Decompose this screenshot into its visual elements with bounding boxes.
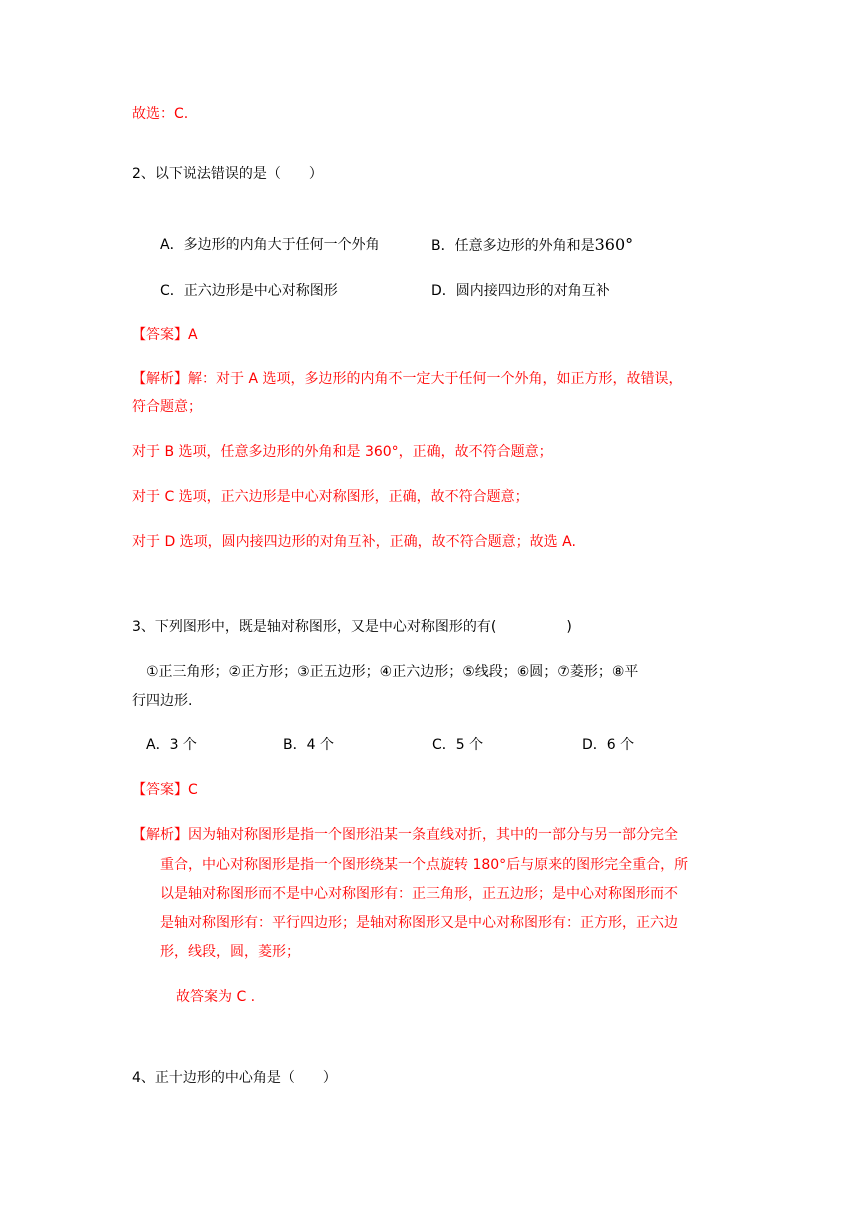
q3-analysis-line-5: 形，线段，圆，菱形； bbox=[160, 944, 300, 960]
q2-analysis-line-3: 对于 B 选项，任意多边形的外角和是 360°，正确，故不符合题意； bbox=[132, 444, 553, 460]
q2-option-a: A．多边形的内角大于任何一个外角 bbox=[160, 237, 380, 253]
q3-option-d: D．6 个 bbox=[582, 737, 635, 753]
q3-conclusion: 故答案为 C . bbox=[176, 989, 256, 1005]
q3-analysis-line-2: 重合，中心对称图形是指一个图形绕某一个点旋转 180°后与原来的图形完全重合，所 bbox=[160, 857, 689, 873]
q3-analysis-line-3: 以是轴对称图形而不是中心对称图形有：正三角形，正五边形；是中心对称图形而不 bbox=[160, 886, 678, 902]
q2-option-b-text: B．任意多边形的外角和是 bbox=[431, 238, 595, 254]
q2-analysis-line-5: 对于 D 选项，圆内接四边形的对角互补，正确，故不符合题意；故选 A. bbox=[132, 534, 576, 550]
q2-option-b bbox=[431, 235, 633, 256]
q3-stem: 3、下列图形中，既是轴对称图形，又是中心对称图形的有( ) bbox=[132, 619, 572, 635]
q3-option-c: C．5 个 bbox=[432, 737, 484, 753]
q2-answer: 【答案】A bbox=[132, 327, 198, 343]
q2-option-b-value: 360° bbox=[594, 235, 634, 254]
q3-analysis-line-1: 【解析】因为轴对称图形是指一个图形沿某一条直线对折，其中的一部分与另一部分完全 bbox=[132, 827, 678, 843]
q3-option-a: A．3 个 bbox=[146, 737, 197, 753]
q3-analysis-line-4: 是轴对称图形有：平行四边形；是轴对称图形又是中心对称图形有：正方形，正六边 bbox=[160, 915, 678, 931]
q2-analysis-line-2: 符合题意； bbox=[132, 399, 202, 415]
q2-analysis-line-1: 【解析】解：对于 A 选项，多边形的内角不一定大于任何一个外角，如正方形，故错误， bbox=[132, 371, 683, 387]
q2-analysis-line-4: 对于 C 选项，正六边形是中心对称图形，正确，故不符合题意； bbox=[132, 489, 529, 505]
q3-answer: 【答案】C bbox=[132, 782, 198, 798]
q2-stem: 2、以下说法错误的是（ ） bbox=[132, 166, 323, 182]
q3-figure-list-line-2: 行四边形. bbox=[132, 693, 193, 709]
q4-stem: 4、正十边形的中心角是（ ） bbox=[132, 1070, 337, 1086]
prev-answer: 故选：C. bbox=[132, 106, 189, 122]
q2-option-d: D．圆内接四边形的对角互补 bbox=[431, 283, 610, 299]
q3-option-b: B．4 个 bbox=[283, 737, 334, 753]
q3-figure-list-line-1: ①正三角形；②正方形；③正五边形；④正六边形；⑤线段；⑥圆；⑦菱形；⑧平 bbox=[146, 664, 639, 680]
q2-option-c: C．正六边形是中心对称图形 bbox=[160, 283, 338, 299]
